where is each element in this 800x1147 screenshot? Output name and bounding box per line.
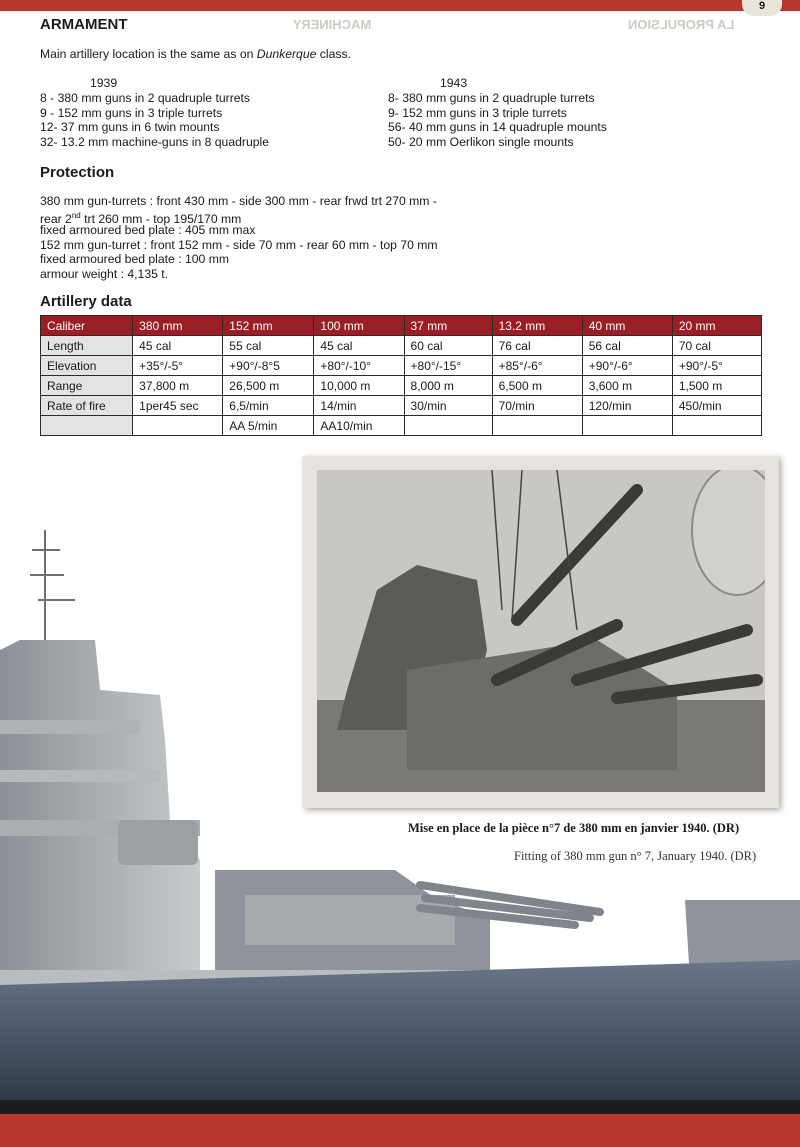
protection-line: armour weight : 4,135 t. bbox=[40, 266, 169, 281]
header-cell: 20 mm bbox=[672, 316, 761, 336]
table-cell bbox=[672, 416, 761, 436]
list-1943-item: 8- 380 mm guns in 2 quadruple turrets bbox=[388, 91, 595, 105]
table-cell: 76 cal bbox=[492, 336, 582, 356]
row-label: Range bbox=[41, 376, 133, 396]
table-row bbox=[41, 396, 762, 416]
row-label: Rate of fire bbox=[41, 396, 133, 416]
protection-heading: Protection bbox=[40, 164, 115, 181]
table-cell bbox=[582, 416, 672, 436]
table-cell: 56 cal bbox=[582, 336, 672, 356]
header-cell: 40 mm bbox=[582, 316, 672, 336]
table-cell: AA10/min bbox=[314, 416, 404, 436]
protection-line: fixed armoured bed plate : 405 mm max bbox=[40, 223, 256, 237]
table-cell: 6,500 m bbox=[492, 376, 582, 396]
table-cell: 60 cal bbox=[404, 336, 492, 356]
list-1943-item: 9- 152 mm guns in 3 triple turrets bbox=[388, 105, 567, 120]
list-1939-item: 12- 37 mm guns in 6 twin mounts bbox=[40, 120, 220, 134]
table-cell: AA 5/min bbox=[223, 416, 314, 436]
table-cell: 1per45 sec bbox=[133, 396, 223, 416]
row-label: Elevation bbox=[41, 356, 133, 376]
intro-text: Main artillery location is the same as on bbox=[40, 47, 257, 61]
header-cell: 37 mm bbox=[404, 316, 492, 336]
table-cell: 6,5/min bbox=[223, 396, 314, 416]
table-cell: +90°/-8°5 bbox=[223, 356, 314, 376]
armament-heading: ARMAMENT bbox=[40, 16, 128, 33]
protection-line: fixed armoured bed plate : 100 mm bbox=[40, 252, 230, 266]
year-1943: 1943 bbox=[440, 76, 468, 90]
table-cell: 8,000 m bbox=[404, 376, 492, 396]
artillery-heading: Artillery data bbox=[40, 293, 132, 310]
row-label: Length bbox=[41, 336, 133, 356]
list-1939-item: 32- 13.2 mm machine-guns in 8 quadruple bbox=[40, 134, 269, 149]
table-cell: +90°/-5° bbox=[672, 356, 761, 376]
header-cell: 13.2 mm bbox=[492, 316, 582, 336]
turret-photo bbox=[317, 470, 765, 792]
table-row bbox=[41, 376, 762, 396]
table-cell: 120/min bbox=[582, 396, 672, 416]
table-cell: 10,000 m bbox=[314, 376, 404, 396]
table-cell: 14/min bbox=[314, 396, 404, 416]
header-cell: 380 mm bbox=[133, 316, 223, 336]
table-cell: 55 cal bbox=[223, 336, 314, 356]
header-cell: 100 mm bbox=[314, 316, 404, 336]
ordinal-suffix: nd bbox=[71, 210, 81, 220]
protection-line: 152 mm gun-turret : front 152 mm - side 70 mm - rear 60 mm - top 70 mm bbox=[40, 237, 438, 252]
list-1943-item: 50- 20 mm Oerlikon single mounts bbox=[388, 134, 574, 149]
table-cell: 70/min bbox=[492, 396, 582, 416]
boot-topping bbox=[0, 1114, 800, 1147]
table-cell: 26,500 m bbox=[223, 376, 314, 396]
table-row bbox=[41, 336, 762, 356]
table-row bbox=[41, 416, 762, 436]
table-cell: 1,500 m bbox=[672, 376, 761, 396]
table-cell: 70 cal bbox=[672, 336, 761, 356]
table-cell bbox=[404, 416, 492, 436]
intro-text-end: class. bbox=[316, 47, 351, 61]
table-cell bbox=[492, 416, 582, 436]
page-number: 9 bbox=[742, 0, 782, 16]
year-1939: 1939 bbox=[90, 76, 118, 90]
list-1939-item: 9 - 152 mm guns in 3 triple turrets bbox=[40, 105, 223, 120]
row-label bbox=[41, 416, 133, 436]
table-cell: +80°/-10° bbox=[314, 356, 404, 376]
list-1939-item: 8 - 380 mm guns in 2 quadruple turrets bbox=[40, 91, 251, 105]
table-cell: +90°/-6° bbox=[582, 356, 672, 376]
artillery-table bbox=[40, 315, 762, 436]
header-cell: 152 mm bbox=[223, 316, 314, 336]
ghost-heading-machinery: MACHINERY bbox=[293, 17, 372, 32]
table-row bbox=[41, 356, 762, 376]
table-cell: +80°/-15° bbox=[404, 356, 492, 376]
protection-line-part: rear 2 bbox=[40, 211, 72, 226]
intro-ship-name: Dunkerque bbox=[256, 47, 317, 61]
ghost-heading-propulsion: LA PROPULSION bbox=[628, 17, 735, 32]
table-cell: +35°/-5° bbox=[133, 356, 223, 376]
table-cell: 450/min bbox=[672, 396, 761, 416]
table-cell: 45 cal bbox=[133, 336, 223, 356]
list-1943-item: 56- 40 mm guns in 14 quadruple mounts bbox=[388, 120, 607, 134]
mast bbox=[30, 530, 75, 640]
historic-photo-frame bbox=[303, 456, 779, 808]
photo-caption-english: Fitting of 380 mm gun n° 7, January 1940. (DR) bbox=[514, 849, 757, 863]
table-cell: 30/min bbox=[404, 396, 492, 416]
photo-caption-french: Mise en place de la pièce n°7 de 380 mm en janvier 1940. (DR) bbox=[408, 821, 740, 835]
header-cell: Caliber bbox=[41, 316, 133, 336]
table-header-row bbox=[41, 316, 762, 336]
photo-illustration bbox=[317, 470, 765, 792]
table-cell: 3,600 m bbox=[582, 376, 672, 396]
table-cell bbox=[133, 416, 223, 436]
armament-intro bbox=[40, 47, 351, 62]
table-cell: 45 cal bbox=[314, 336, 404, 356]
table-cell: 37,800 m bbox=[133, 376, 223, 396]
protection-line-part: trt 260 mm - top 195/170 mm bbox=[80, 211, 242, 226]
superstructure-tower bbox=[0, 640, 200, 980]
protection-line: 380 mm gun-turrets : front 430 mm - side 300 mm - rear frwd trt 270 mm - bbox=[40, 194, 437, 208]
table-cell: +85°/-6° bbox=[492, 356, 582, 376]
